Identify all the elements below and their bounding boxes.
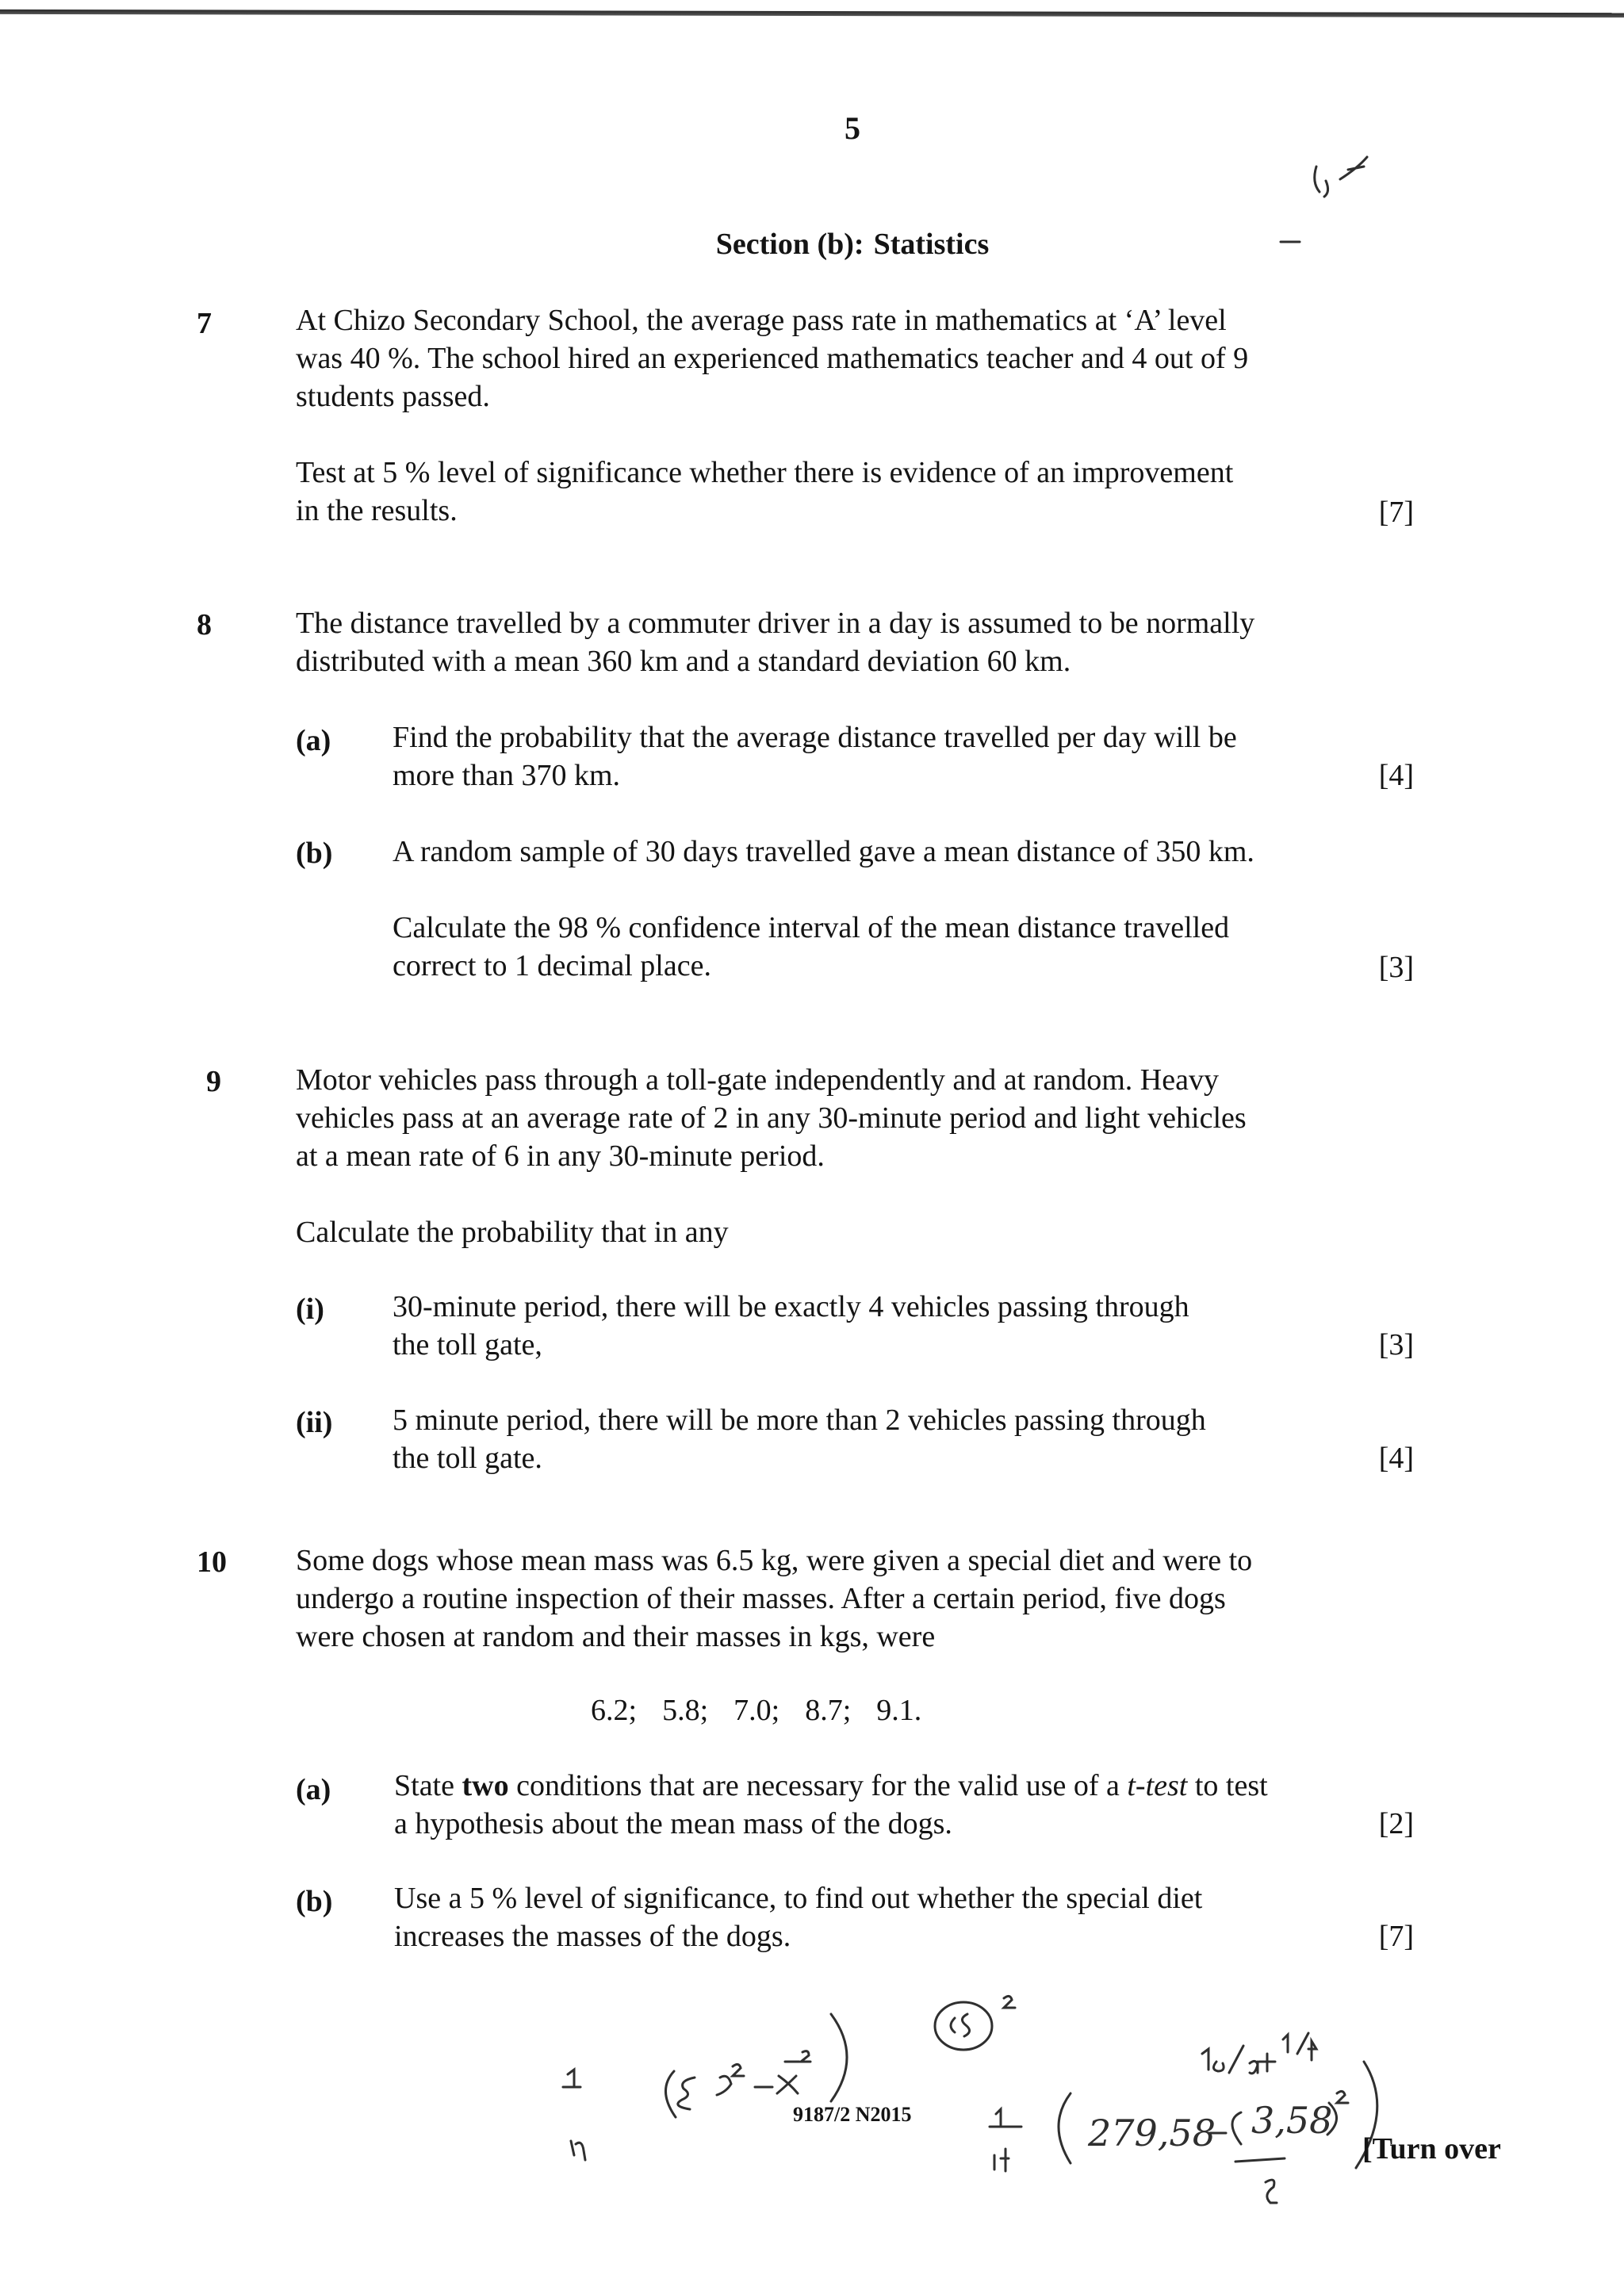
question-8-number: 8: [197, 608, 212, 641]
question-9i-line: the toll gate,: [393, 1328, 542, 1361]
question-9ii-label: (ii): [296, 1406, 333, 1439]
question-8b-line: Calculate the 98 % confidence interval of the mean distance travelled: [393, 911, 1230, 944]
question-7-line: At Chizo Secondary School, the average pass rate in mathematics at ‘A’ level: [296, 304, 1227, 337]
question-10a-line1: [394, 1767, 1268, 1805]
question-7-number: 7: [197, 307, 212, 340]
text-run: to test: [1187, 1769, 1268, 1802]
question-9ii-marks: [4]: [1378, 1442, 1414, 1475]
question-8a-line: more than 370 km.: [393, 759, 621, 792]
question-9-text: [296, 1061, 1247, 1175]
question-7-line: was 40 %. The school hired an experienced mathematics teacher and 4 out of 9: [296, 342, 1249, 375]
emphasis-two: two: [462, 1769, 509, 1802]
question-9i-label: (i): [296, 1293, 324, 1326]
question-8b-text: [393, 909, 1229, 985]
question-10b-line: Use a 5 % level of significance, to find out whether the special diet: [394, 1882, 1203, 1915]
question-9-intro: Calculate the probability that in any: [296, 1216, 729, 1249]
mass-value: 9.1.: [876, 1694, 922, 1727]
question-10b-line: increases the masses of the dogs.: [394, 1920, 791, 1953]
question-9-number: 9: [206, 1065, 221, 1098]
question-9i-text: [393, 1288, 1189, 1364]
section-title: [555, 227, 1150, 262]
question-8a-marks: [4]: [1378, 759, 1414, 792]
question-9-line: vehicles pass at an average rate of 2 in any 30-minute period and light vehicles: [296, 1101, 1247, 1135]
paper-code: 9187/2 N2015: [793, 2103, 912, 2126]
question-9i-line: 30-minute period, there will be exactly 4 vehicles passing through: [393, 1290, 1189, 1323]
question-9ii-line: 5 minute period, there will be more than 2 vehicles passing through: [393, 1404, 1206, 1437]
question-10a-marks: [2]: [1378, 1807, 1414, 1840]
question-10b-label: (b): [296, 1885, 333, 1918]
question-8a-text: [393, 718, 1237, 795]
mass-value: 7.0;: [733, 1694, 780, 1727]
question-9-line: at a mean rate of 6 in any 30-minute period.: [296, 1139, 825, 1173]
question-8b-line1: A random sample of 30 days travelled gave a mean distance of 350 km.: [393, 835, 1254, 868]
question-7-line: Test at 5 % level of significance whether there is evidence of an improvement: [296, 456, 1234, 489]
section-label: Section (b):: [715, 228, 864, 261]
t-test-term: t-test: [1127, 1769, 1188, 1802]
question-8-line: The distance travelled by a commuter driver in a day is assumed to be normally: [296, 607, 1255, 640]
svg-text:3,58: 3,58: [1251, 2099, 1333, 2142]
mass-value: 6.2;: [591, 1694, 638, 1727]
section-name: Statistics: [873, 228, 990, 261]
question-10-line: were chosen at random and their masses in kgs, were: [296, 1620, 936, 1653]
question-9ii-text: [393, 1401, 1206, 1477]
question-9i-marks: [3]: [1378, 1328, 1414, 1361]
page-number: 5: [845, 110, 860, 146]
question-7-line: in the results.: [296, 494, 458, 527]
question-8b-line: correct to 1 decimal place.: [393, 949, 711, 982]
question-8b-marks: [3]: [1378, 951, 1414, 984]
question-7-marks: [7]: [1378, 496, 1414, 529]
question-10a-label: (a): [296, 1773, 331, 1806]
question-7-line: students passed.: [296, 380, 490, 413]
mass-value: 8.7;: [805, 1694, 852, 1727]
dog-masses: [591, 1691, 947, 1729]
question-8-text: [296, 604, 1254, 680]
question-9ii-line: the toll gate.: [393, 1442, 542, 1475]
question-10-line: Some dogs whose mean mass was 6.5 kg, were given a special diet and were to: [296, 1544, 1253, 1577]
turn-over: [Turn over: [1362, 2132, 1501, 2166]
svg-text:279,58: 279,58: [1088, 2112, 1216, 2154]
question-8a-label: (a): [296, 724, 331, 757]
question-10-number: 10: [197, 1545, 227, 1579]
question-10-line: undergo a routine inspection of their masses. After a certain period, five dogs: [296, 1582, 1226, 1615]
question-10b-text: [394, 1879, 1202, 1955]
question-10a-text: [394, 1767, 1268, 1843]
question-10-text: [296, 1541, 1252, 1656]
question-9-line: Motor vehicles pass through a toll-gate independently and at random. Heavy: [296, 1063, 1219, 1097]
question-10b-marks: [7]: [1378, 1920, 1414, 1953]
question-10a-line2: a hypothesis about the mean mass of the dogs.: [394, 1807, 952, 1840]
question-7-test: [296, 454, 1233, 530]
text-run: State: [394, 1769, 462, 1802]
question-8b-label: (b): [296, 837, 333, 870]
text-run: conditions that are necessary for the valid use of a: [508, 1769, 1128, 1802]
question-8a-line: Find the probability that the average distance travelled per day will be: [393, 721, 1237, 754]
question-8-line: distributed with a mean 360 km and a standard deviation 60 km.: [296, 645, 1071, 678]
question-7-text: [296, 301, 1248, 416]
mass-value: 5.8;: [662, 1694, 709, 1727]
scan-edge: [0, 10, 1624, 17]
